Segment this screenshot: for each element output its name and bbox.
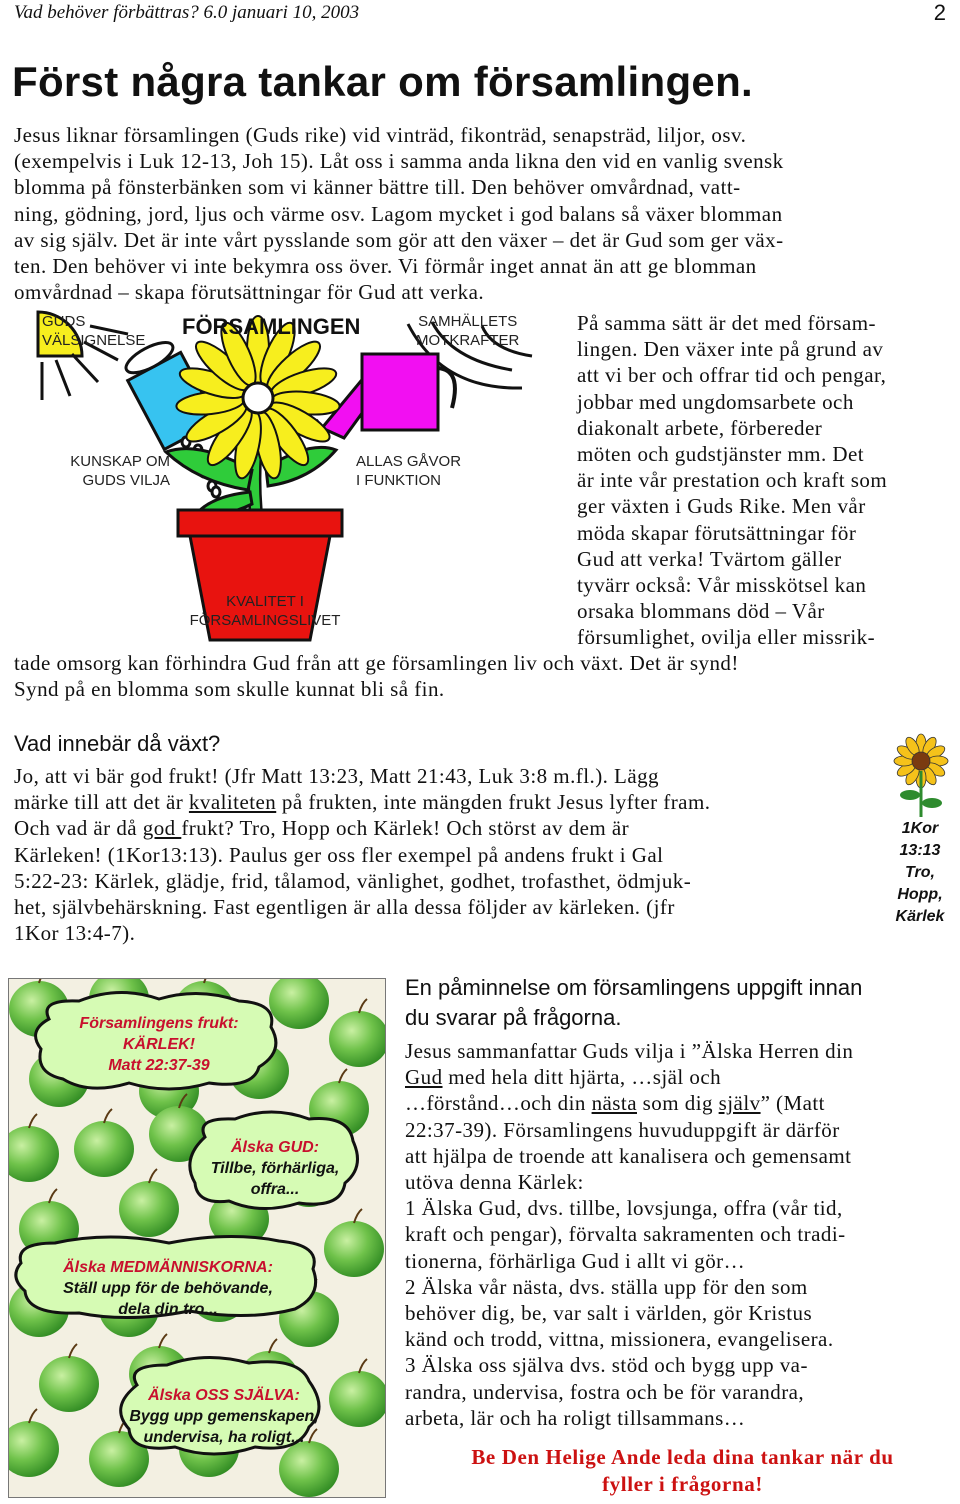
tail-line: tade omsorg kan förhindra Gud från att ge församlingen liv och växt. Det är synd! — [14, 651, 739, 675]
knowledge-label: KUNSKAP OM GUDS VILJA — [70, 453, 170, 489]
side-line: tyvärr också: Vår misskötsel kan — [577, 573, 867, 598]
side-line: På samma sätt är det med försam- — [577, 311, 876, 335]
side-line: ger växten i Guds Rike. Men vår — [577, 494, 866, 519]
cloud-love-ourselves: Älska OSS SJÄLVA: Bygg upp gemenskapen, undervisa, ha roligt... — [129, 1387, 319, 1446]
sun-label: GUDS VÄLSIGNELSE — [42, 313, 146, 349]
side-line: orsaka blommans död – Vår — [577, 599, 825, 624]
side-line: möten och gudstjänster mm. Det — [577, 442, 865, 467]
sunflower-icon — [892, 733, 950, 817]
diagram-title: FÖRSAMLINGEN — [182, 314, 361, 339]
intro-line: av sig själv. Det är inte vårt pysslande som gör att den växer – det är Gud som ger väx- — [14, 227, 784, 252]
side-line: jobbar med ungdomsarbete och — [577, 389, 854, 414]
gifts-label: ALLAS GÅVOR I FUNKTION — [356, 453, 462, 489]
section-heading-reminder: En påminnelse om församlingens uppgift innan du svarar på frågorna. — [405, 975, 863, 1030]
side-line: diakonalt arbete, förbereder — [577, 415, 823, 440]
reminder-paragraph: Jesus sammanfattar Guds vilja i ”Älska Herren din Gud med hela ditt hjärta, …själ och …förstånd…och din nästa som dig själv” (Matt 22:37-39). Församlingens huvuduppgift är därför att hjälpa de troende att kanalisera och gemensamt utöva denna Kärlek: 1 Älska Gud, dvs. tillbe, lovsjunga, offra (vår tid, kraft och pengar), förvalta sakramenten och tradi- tionerna, förhärliga Gud i allt vi gör… 2 Älska vår nästa, dvs. ställa upp för den som behöver dig, be, var salt i världen, gör Kristus känd och trodd, vittna, missionera, evangelisera. 3 Älska oss själva dvs. stöd och bygg upp va- randra, undervisa, fostra och be för varandra, arbeta, lär och ha roligt tillsammans… — [405, 1039, 854, 1430]
quality-label: KVALITET I FÖRSAMLINGSLIVET — [189, 593, 341, 629]
intro-line: omvårdnad – skapa förutsättningar för Gud att verka. — [14, 280, 485, 305]
tail-line: Synd på en blomma som skulle kunnat bli så fin. — [14, 677, 445, 702]
side-line: är inte vår prestation och kraft som — [577, 468, 888, 493]
page-title: Först några tankar om församlingen. — [12, 58, 753, 105]
side-line: lingen. Den växer inte på grund av — [577, 337, 884, 362]
cloud-love-neighbour: Älska MEDMÄNNISKORNA: Ställ upp för de behövande, dela din tro... — [63, 1259, 273, 1318]
side-line: möda skapar förutsättningar för — [577, 520, 857, 545]
intro-line: ten. Den behöver vi inte bekymra oss över. Vi förmår inget annat än att ge blomman — [14, 254, 757, 279]
forces-label: SAMHÄLLETS MOTKRAFTER — [416, 313, 520, 349]
side-line: att vi ber och offrar tid och pengar, — [577, 363, 887, 388]
section-heading-growth: Vad innebär då växt? — [14, 731, 221, 756]
apple-panel — [8, 978, 386, 1498]
intro-paragraph — [14, 122, 954, 305]
growth-paragraph: Jo, att vi bär god frukt! (Jfr Matt 13:23, Matt 21:43, Luk 3:8 m.fl.). Lägg märke till att det är kvaliteten på frukten, inte mängden frukt Jesus lyfter fram. Och vad är då god frukt? Tro, Hopp och Kärlek! Och störst av dem är Kärleken! (1Kor13:13). Paulus ger oss fler exempel på andens frukt i Gal 5:22-23: Kärlek, glädje, frid, tålamod, vänlighet, godhet, trofasthet, ödmjuk- het, självbehärskning. Fast egentligen är alla dessa följder av kärleken. (jfr 1Kor 13:4-7). — [14, 764, 711, 946]
cloud-love-god: Älska GUD: Tillbe, förhärliga, offra... — [210, 1139, 340, 1198]
side-line: Gud att verka! Tvärtom gäller — [577, 546, 842, 571]
cloud-fruit: Församlingens frukt: KÄRLEK! Matt 22:37-39 — [79, 1015, 239, 1074]
side-line: försumlighet, ovilja eller missrik- — [577, 625, 876, 650]
header-left: Vad behöver förbättras? 6.0 januari 10, 2003 — [14, 2, 360, 23]
side-paragraph — [577, 310, 955, 651]
call-to-action: Be Den Helige Ande leda dina tankar när du fyller i frågorna! — [471, 1445, 894, 1496]
sunflower-caption: 1Kor 13:13 Tro, Hopp, Kärlek — [895, 820, 945, 925]
intro-line: (exempelvis i Luk 12-13, Joh 15). Låt oss i samma anda likna den vid en vanlig svensk — [14, 149, 784, 174]
intro-line: blomma på fönsterbänken som vi känner bättre till. Den behöver omvårdnad, vatt- — [14, 175, 741, 200]
intro-line: Jesus liknar församlingen (Guds rike) vid vinträd, fikonträd, senapsträd, liljor, osv. — [14, 123, 747, 147]
page-number: 2 — [933, 0, 946, 25]
intro-line: ning, gödning, jord, ljus och värme osv. Lagom mycket i god balans så växer blomman — [14, 201, 783, 226]
watering-can-icon — [316, 354, 455, 440]
tail-paragraph — [14, 650, 954, 702]
